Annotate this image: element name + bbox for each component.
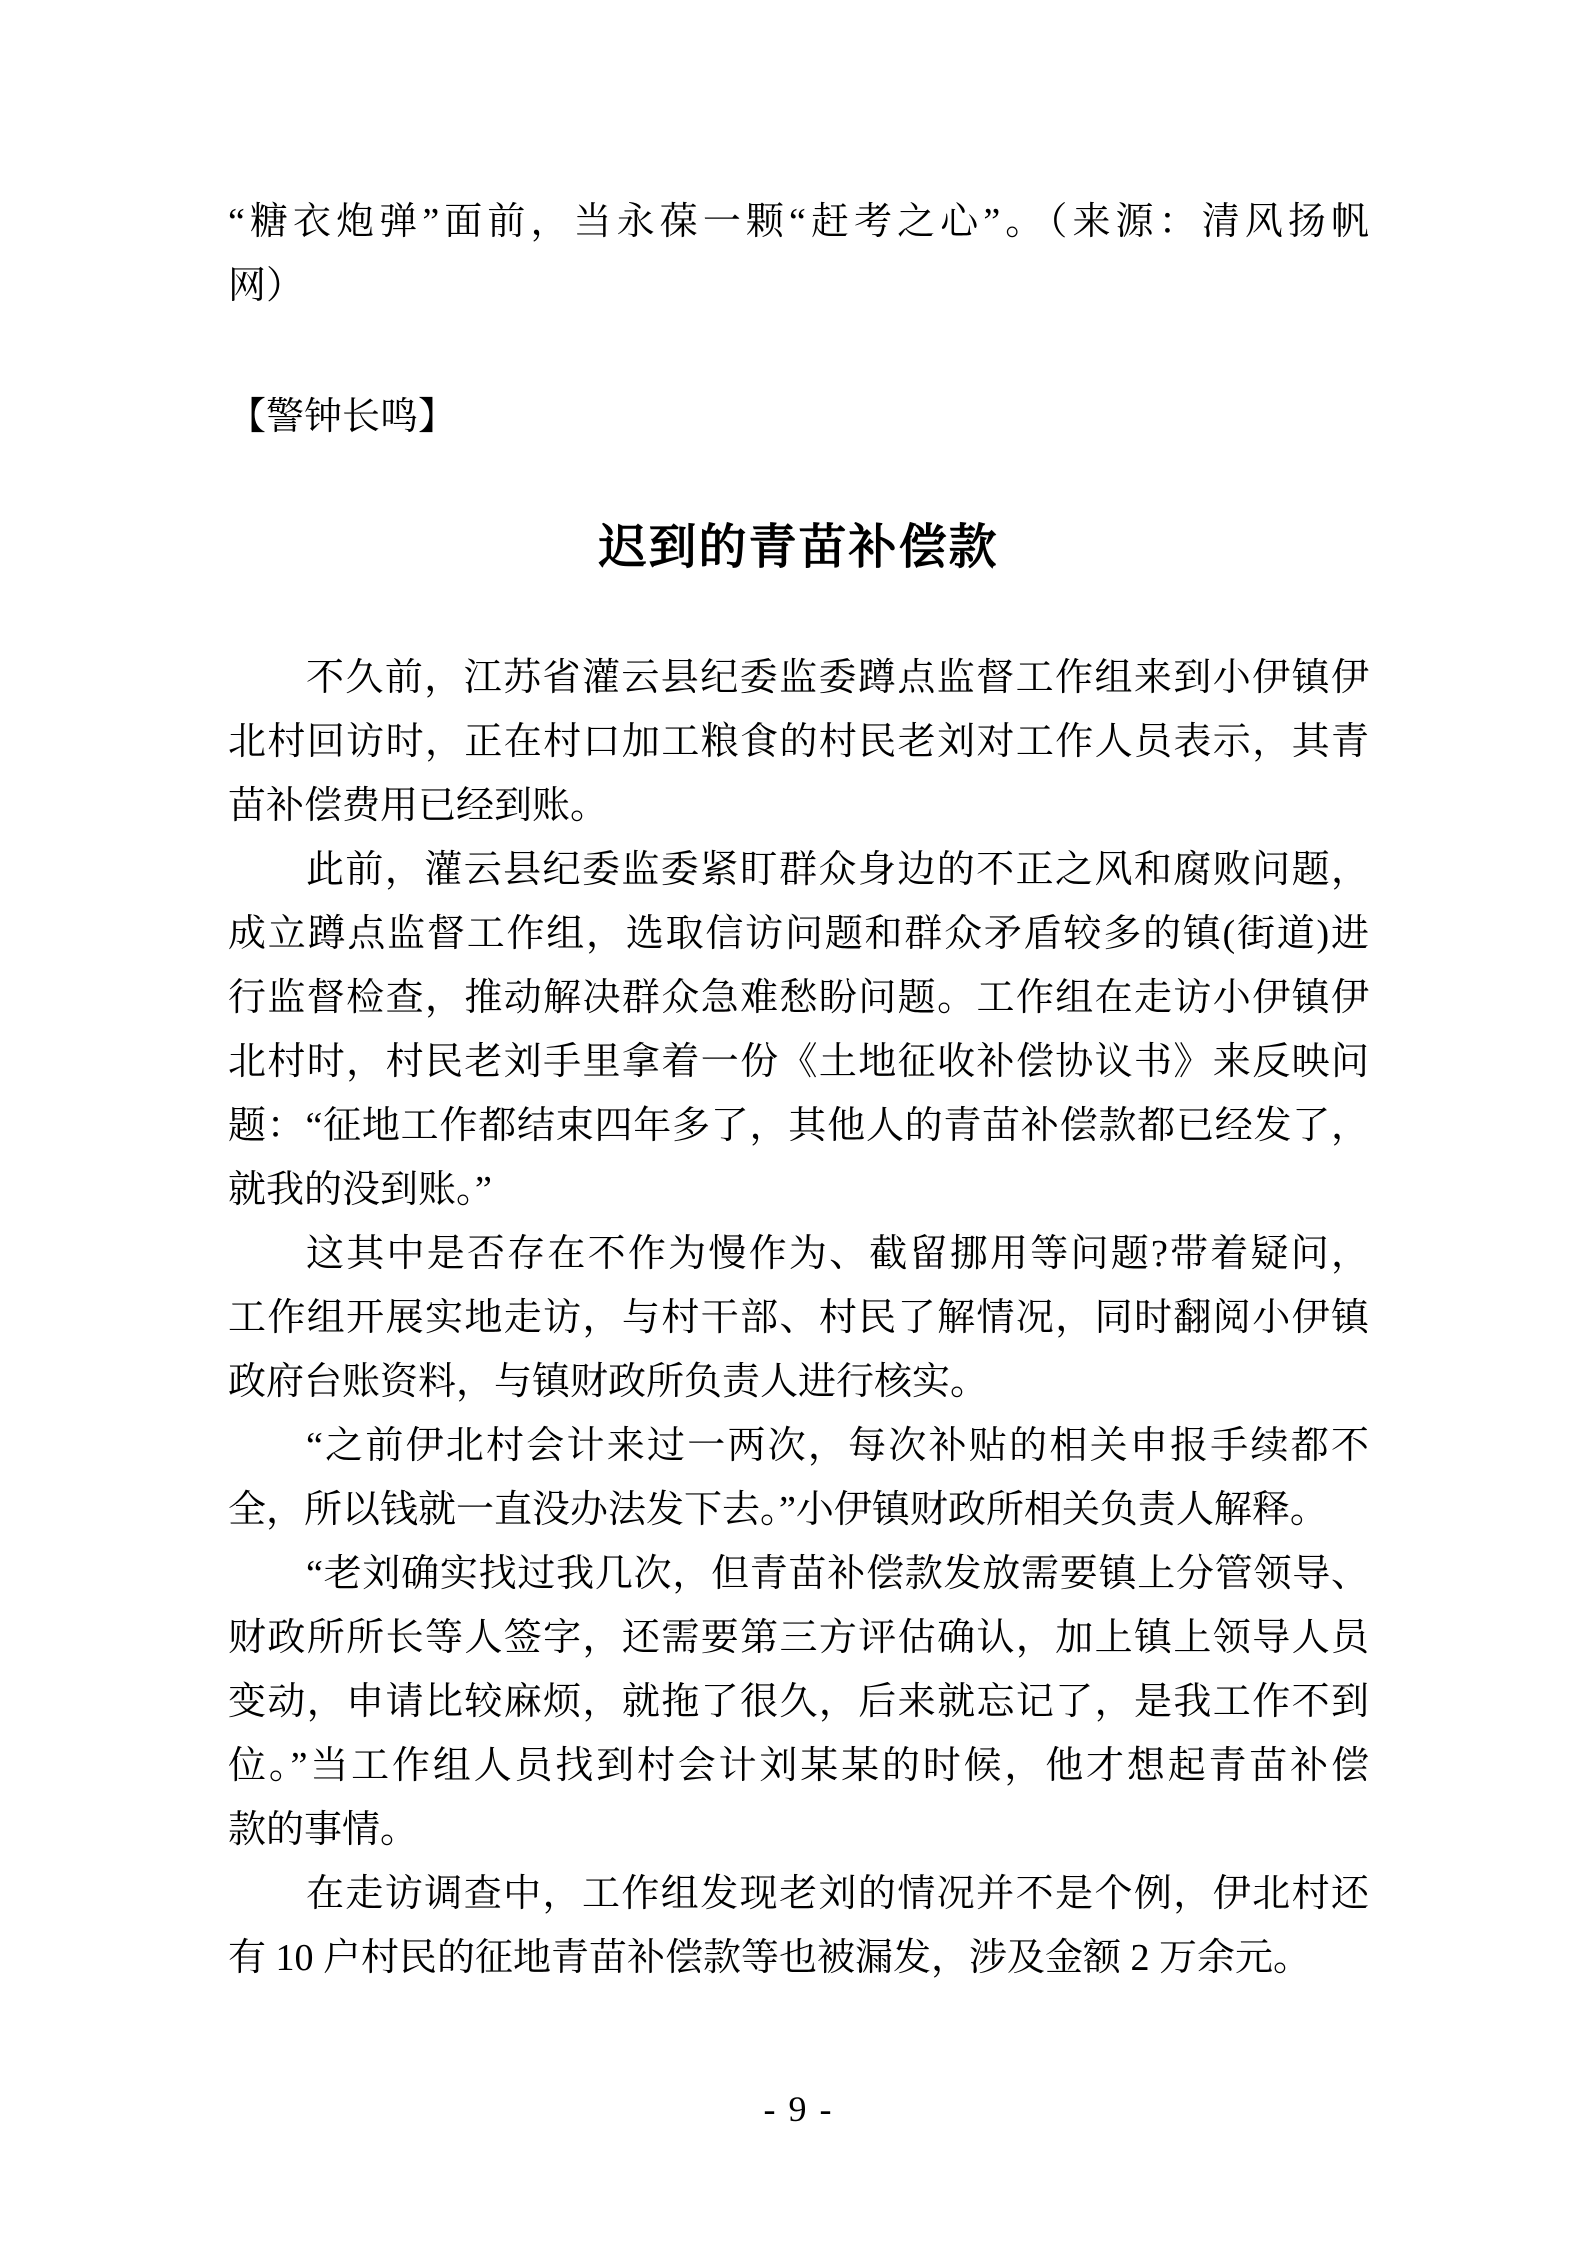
article-body (228, 646, 1369, 1990)
body-line: 全，所以钱就一直没办法发下去。”小伊镇财政所相关负责人解释。 (228, 1489, 1328, 1531)
body-line: 行监督检查，推动解决群众急难愁盼问题。工作组在走访小伊镇伊 (228, 977, 1369, 1019)
body-line: “之前伊北村会计来过一两次，每次补贴的相关申报手续都不 (306, 1425, 1369, 1467)
page-number: - 9 - (763, 2089, 834, 2129)
body-line: 不久前，江苏省灌云县纪委监委蹲点监督工作组来到小伊镇伊 (306, 657, 1369, 699)
body-line: 此前，灌云县纪委监委紧盯群众身边的不正之风和腐败问题， (306, 849, 1369, 891)
article-title: 迟到的青苗补偿款 (598, 521, 999, 574)
body-line: 题：“征地工作都结束四年多了，其他人的青苗补偿款都已经发了， (228, 1105, 1369, 1147)
body-line: 政府台账资料，与镇财政所负责人进行核实。 (228, 1361, 989, 1403)
body-line: 这其中是否存在不作为慢作为、截留挪用等问题?带着疑问， (306, 1233, 1369, 1275)
section-header: 【警钟长鸣】 (228, 396, 457, 438)
continuation-line-1: “糖衣炮弹”面前，当永葆一颗“赶考之心”。（来源：清风扬帆 (228, 201, 1369, 243)
body-line: 工作组开展实地走访，与村干部、村民了解情况，同时翻阅小伊镇 (228, 1297, 1369, 1339)
body-line: 变动，申请比较麻烦，就拖了很久，后来就忘记了，是我工作不到 (228, 1681, 1369, 1723)
body-line: 北村回访时，正在村口加工粮食的村民老刘对工作人员表示，其青 (228, 721, 1369, 763)
body-line: 就我的没到账。” (228, 1169, 492, 1211)
body-line: 成立蹲点监督工作组，选取信访问题和群众矛盾较多的镇(街道)进 (228, 913, 1369, 955)
body-line: 位。”当工作组人员找到村会计刘某某的时候，他才想起青苗补偿 (228, 1745, 1369, 1787)
body-line: 款的事情。 (228, 1809, 419, 1851)
body-line: 有 10 户村民的征地青苗补偿款等也被漏发，涉及金额 2 万余元。 (228, 1937, 1312, 1979)
continuation-line-2: 网） (228, 265, 305, 307)
body-line: 在走访调查中，工作组发现老刘的情况并不是个例，伊北村还 (306, 1873, 1369, 1915)
body-line: 财政所所长等人签字，还需要第三方评估确认，加上镇上领导人员 (228, 1617, 1369, 1659)
body-line: 北村时，村民老刘手里拿着一份《土地征收补偿协议书》来反映问 (228, 1041, 1369, 1083)
body-line: “老刘确实找过我几次，但青苗补偿款发放需要镇上分管领导、 (306, 1553, 1369, 1595)
body-line: 苗补偿费用已经到账。 (228, 785, 609, 827)
